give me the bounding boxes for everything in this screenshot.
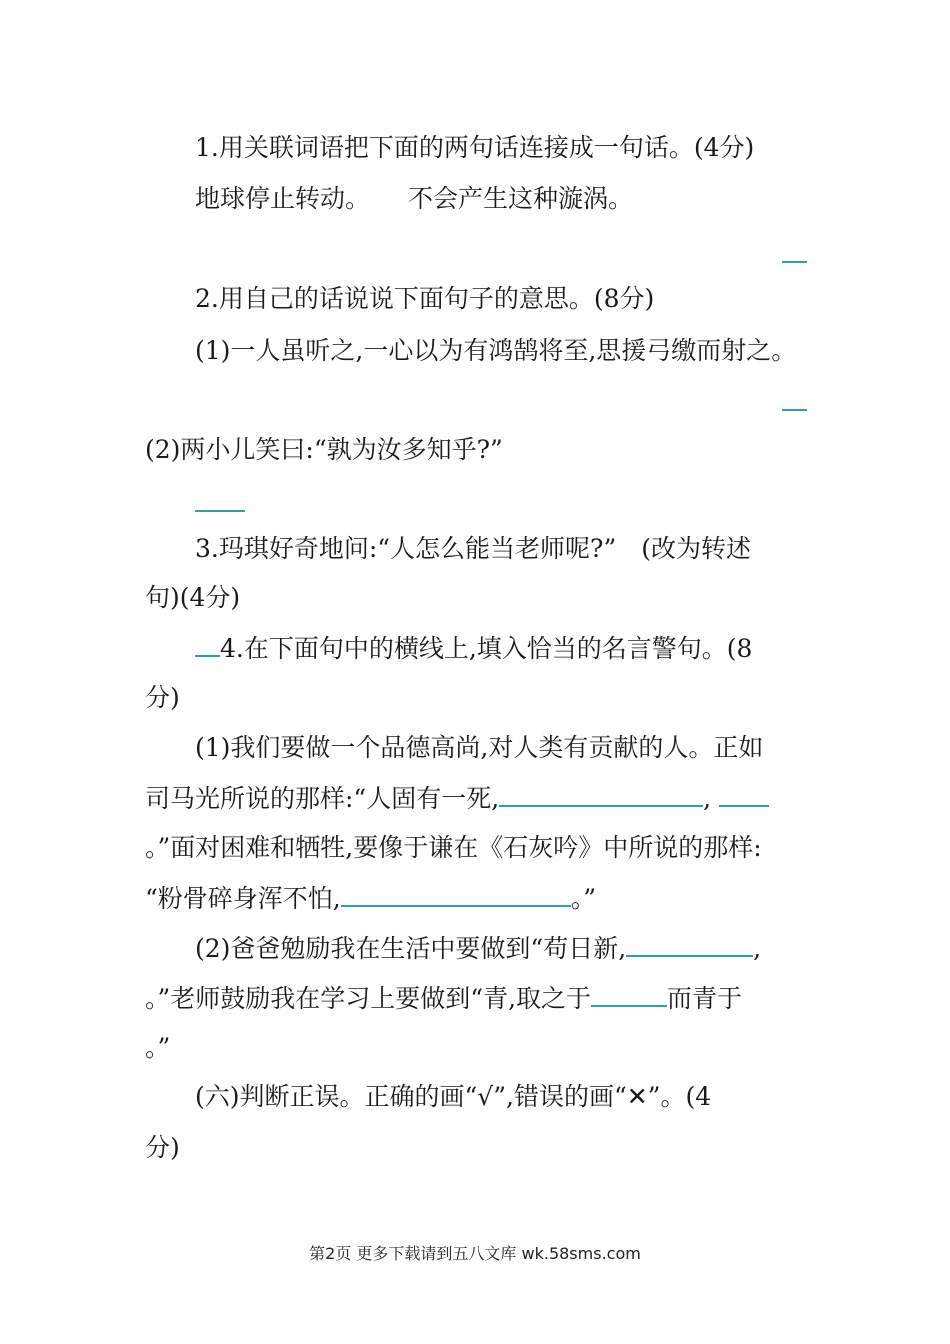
q4-p2-line3: 。” (145, 1033, 171, 1062)
fill-blank-5[interactable] (591, 981, 667, 1007)
q3-answer-blank[interactable] (195, 631, 220, 657)
q1-sentence-a: 地球停止转动。 (195, 184, 371, 213)
q2-item2: (2)两小儿笑曰:“孰为汝多知乎?” (145, 435, 503, 464)
q4-title-line1 (195, 631, 752, 666)
q2-item1: (1)一人虽听之,一心以为有鸿鹄将至,思援弓缴而射之。 (195, 336, 797, 365)
q1-answer-line[interactable] (782, 261, 807, 263)
q4-p1-line1: (1)我们要做一个品德高尚,对人类有贡献的人。正如 (195, 733, 764, 762)
q2-item2-answer-line[interactable] (195, 510, 245, 512)
q4-p2-line1: (2)爸爸勉励我在生活中要做到“苟日新, , (195, 931, 761, 966)
q4-p1-line3: 。”面对困难和牺牲,要像于谦在《石灰吟》中所说的那样: (145, 833, 762, 862)
q1-title: 1.用关联词语把下面的两句话连接成一句话。(4分) (195, 133, 755, 162)
section6-line2: 分) (145, 1133, 180, 1162)
page-footer: 第2页 更多下载请到五八文库 wk.58sms.com (309, 1244, 641, 1263)
q2-item1-answer-line[interactable] (782, 409, 807, 411)
q1-sentence-b: 不会产生这种漩涡。 (408, 184, 634, 213)
q4-p1-line2: 司马光所说的那样:“人固有一死, , (145, 781, 769, 816)
fill-blank-2[interactable] (719, 781, 769, 807)
q4-p1-line4: “粉骨碎身浑不怕, 。” (145, 881, 596, 916)
q4-p2-line2: 。”老师鼓励我在学习上要做到“青,取之于 而青于 (145, 981, 742, 1016)
q3-title-line1: 3.玛琪好奇地问:“人怎么能当老师呢?” (改为转述 (195, 534, 751, 563)
q4-title-line2: 分) (145, 683, 180, 712)
q2-title: 2.用自己的话说说下面句子的意思。(8分) (195, 284, 655, 313)
q1-sentences (195, 182, 633, 216)
fill-blank-1[interactable] (499, 781, 703, 807)
q3-title-line2: 句)(4分) (145, 583, 241, 612)
fill-blank-3[interactable] (341, 881, 571, 907)
section6-line1: (六)判断正误。正确的画“√”,错误的画“✕”。(4 (195, 1082, 712, 1111)
q4-title: 4.在下面句中的横线上,填入恰当的名言警句。(8 (220, 634, 753, 663)
fill-blank-4[interactable] (626, 931, 753, 957)
